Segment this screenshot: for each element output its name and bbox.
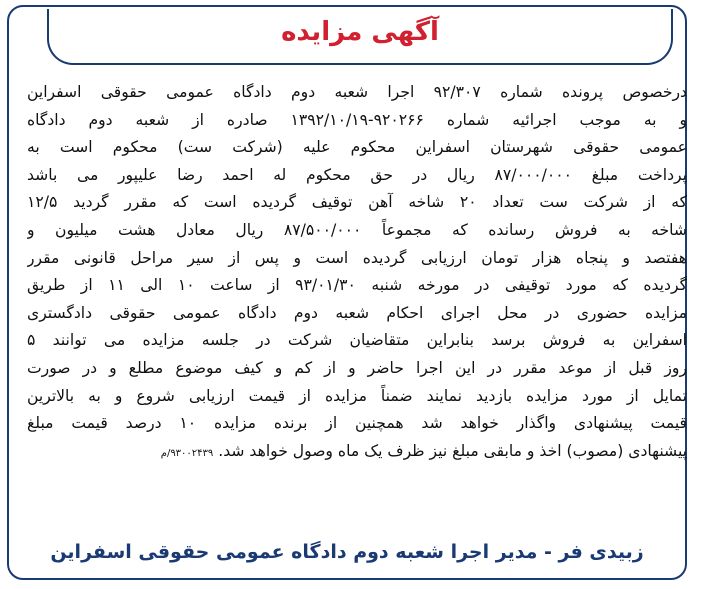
body-line: قیمت پیشنهادی واگذار خواهد شد همچنین از برنده مزایده ۱۰ درصد قیمت مبلغ	[27, 414, 687, 433]
body-line: که از شرکت ست تعداد ۲۰ شاخه آهن توقیف گردیده است که مقرر گردید ۱۲/۵	[27, 193, 687, 212]
body-line: پرداخت مبلغ ۸۷/۰۰۰/۰۰۰ ریال در حق محکوم له احمد رضا علیپور می باشد	[27, 165, 687, 184]
body-line: گردیده که مورد توقیفی در مورخه شنبه ۹۳/۰۱/۳۰ از ساعت ۱۰ الی ۱۱ از طریق	[27, 276, 687, 295]
body-line: اسفراین به فروش برسد بنابراین متقاضیان شرکت در جلسه مزایده می توانند ۵	[27, 331, 687, 350]
body-line-text: پیشنهادی (مصوب) اخذ و مابقی مبلغ نیز ظرف یک ماه وصول خواهد شد.	[218, 441, 687, 460]
body-line: عمومی حقوقی شهرستان اسفراین محکوم علیه (شرکت ست) محکوم است به	[27, 138, 687, 157]
body-line-last	[27, 438, 687, 468]
notice-signature: زبیدی فر - مدیر اجرا شعبه دوم دادگاه عمومی حقوقی اسفراین	[50, 541, 644, 563]
reference-code: ۹۳۰۰۲۴۳۹/م	[160, 447, 214, 459]
title-banner	[47, 9, 673, 65]
body-line: مزایده حضوری در محل اجرای احکام شعبه دوم دادگاه عمومی حقوقی دادگستری	[27, 303, 687, 322]
body-line: روز قبل از موعد مقرر در این اجرا حاضر و از کم و کیف موضوع مطلع و در صورت	[27, 358, 687, 377]
body-line: تمایل از مورد مزایده بازدید نمایند ضمناً مزایده از قیمت ارزیابی شروع و به بالاترین	[27, 386, 687, 405]
body-line: شاخه به فروش رسانده که مجموعاً ۸۷/۵۰۰/۰۰۰ ریال معادل هشت میلیون و	[27, 220, 687, 239]
body-line: درخصوص پرونده شماره ۹۲/۳۰۷ اجرا شعبه دوم دادگاه عمومی حقوقی اسفراین	[27, 83, 687, 101]
body-line: هفتصد و پنجاه هزار تومان ارزیابی گردیده است و پس از سیر مراحل قانونی مقرر	[27, 248, 687, 267]
notice-title: آگهی مزایده	[281, 17, 439, 47]
body-line: و به موجب اجرائیه شماره ۹۲۰۲۶۶-۱۳۹۲/۱۰/۱۹ صادره از شعبه دوم دادگاه	[27, 110, 687, 129]
notice-body	[27, 79, 687, 527]
notice-frame	[7, 5, 687, 580]
